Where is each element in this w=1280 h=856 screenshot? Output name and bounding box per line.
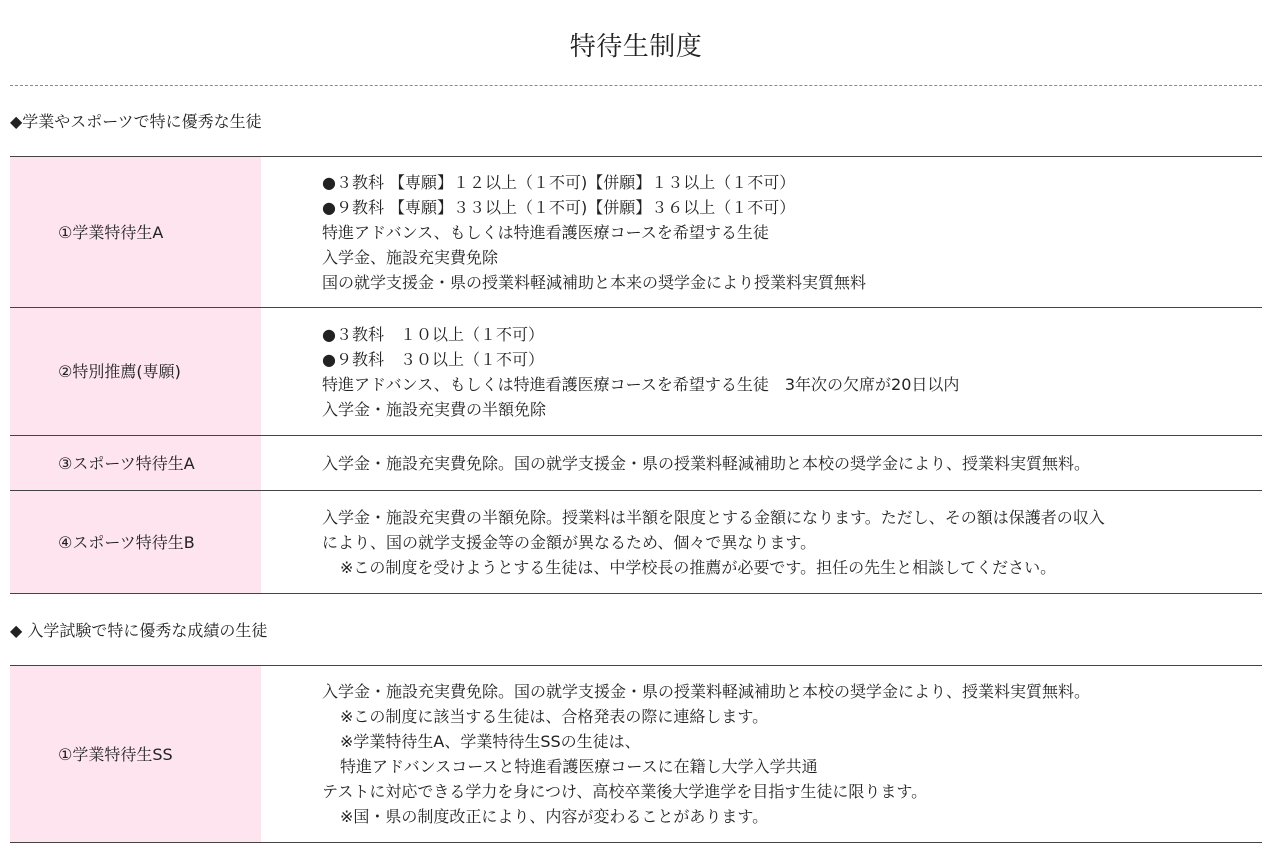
detail-line: 入学金・施設充実費免除。国の就学支援金・県の授業料軽減補助と本校の奨学金により、授業料実質無料。: [322, 682, 1091, 701]
detail-line: 特進アドバンス、もしくは特進看護医療コースを希望する生徒: [322, 222, 769, 242]
page-title: 特待生制度: [569, 32, 703, 62]
scholarship-table-academic-sports: [10, 156, 1262, 594]
scholarship-row-sports-b: [10, 490, 1262, 593]
scholarship-row-special-recommendation: [10, 307, 1262, 435]
detail-line: 入学金、施設充実費免除: [322, 247, 499, 267]
scholarship-details: [261, 157, 1262, 307]
scholarship-label: ③スポーツ特待生A: [10, 436, 261, 490]
scholarship-details: [261, 308, 1262, 435]
detail-line: 入学金・施設充実費免除。国の就学支援金・県の授業料軽減補助と本校の奨学金により、授業料実質無料。: [322, 453, 1091, 473]
detail-note: ※この制度を受けようとする生徒は、中学校長の推薦が必要です。担任の先生と相談してください。: [340, 557, 1057, 577]
detail-line: 入学金・施設充実費の半額免除: [322, 399, 547, 419]
section-heading-academic-sports: ◆学業やスポーツで特に優秀な生徒: [10, 112, 262, 131]
title-divider: [10, 85, 1262, 86]
scholarship-table-entrance-exam: [10, 665, 1262, 843]
scholarship-details: [261, 491, 1262, 593]
scholarship-label: ④スポーツ特待生B: [10, 491, 261, 593]
scholarship-label: ①学業特待生SS: [10, 666, 261, 842]
detail-line: ●９教科 【専願】３３以上（１不可)【併願】３６以上（１不可）: [322, 197, 796, 217]
detail-line: 入学金・施設充実費の半額免除。授業料は半額を限度とする金額になります。ただし、その額は保護者の収入: [322, 507, 1105, 527]
section-heading-entrance-exam: ◆ 入学試験で特に優秀な成績の生徒: [10, 621, 268, 640]
scholarship-label: ①学業特待生A: [10, 157, 261, 307]
detail-note: ※国・県の制度改正により、内容が変わることがあります。: [340, 807, 769, 826]
detail-line: テストに対応できる学力を身につけ、高校卒業後大学進学を目指す生徒に限ります。: [322, 782, 928, 801]
scholarship-row-sports-a: [10, 435, 1262, 490]
detail-note: ※この制度に該当する生徒は、合格発表の際に連絡します。: [340, 707, 769, 726]
detail-line: により、国の就学支援金等の金額が異なるため、個々で異なります。: [322, 532, 817, 552]
detail-line: ●３教科 １０以上（１不可）: [322, 324, 544, 344]
scholarship-row-academic-ss: [10, 665, 1262, 842]
detail-line: 特進アドバンス、もしくは特進看護医療コースを希望する生徒 3年次の欠席が20日以内: [322, 374, 960, 394]
detail-line: ●９教科 ３０以上（１不可）: [322, 349, 544, 369]
scholarship-details: [261, 666, 1262, 842]
detail-line: 特進アドバンスコースと特進看護医療コースに在籍し大学入学共通: [340, 757, 818, 776]
scholarship-row-academic-a: [10, 156, 1262, 307]
scholarship-details: [261, 436, 1262, 490]
scholarship-label: ②特別推薦(専願): [10, 308, 261, 435]
detail-note: ※学業特待生A、学業特待生SSの生徒は、: [340, 732, 641, 751]
detail-line: 国の就学支援金・県の授業料軽減補助と本来の奨学金により授業料実質無料: [322, 272, 867, 292]
detail-line: ●３教科 【専願】１２以上（１不可)【併願】１３以上（１不可）: [322, 172, 796, 192]
